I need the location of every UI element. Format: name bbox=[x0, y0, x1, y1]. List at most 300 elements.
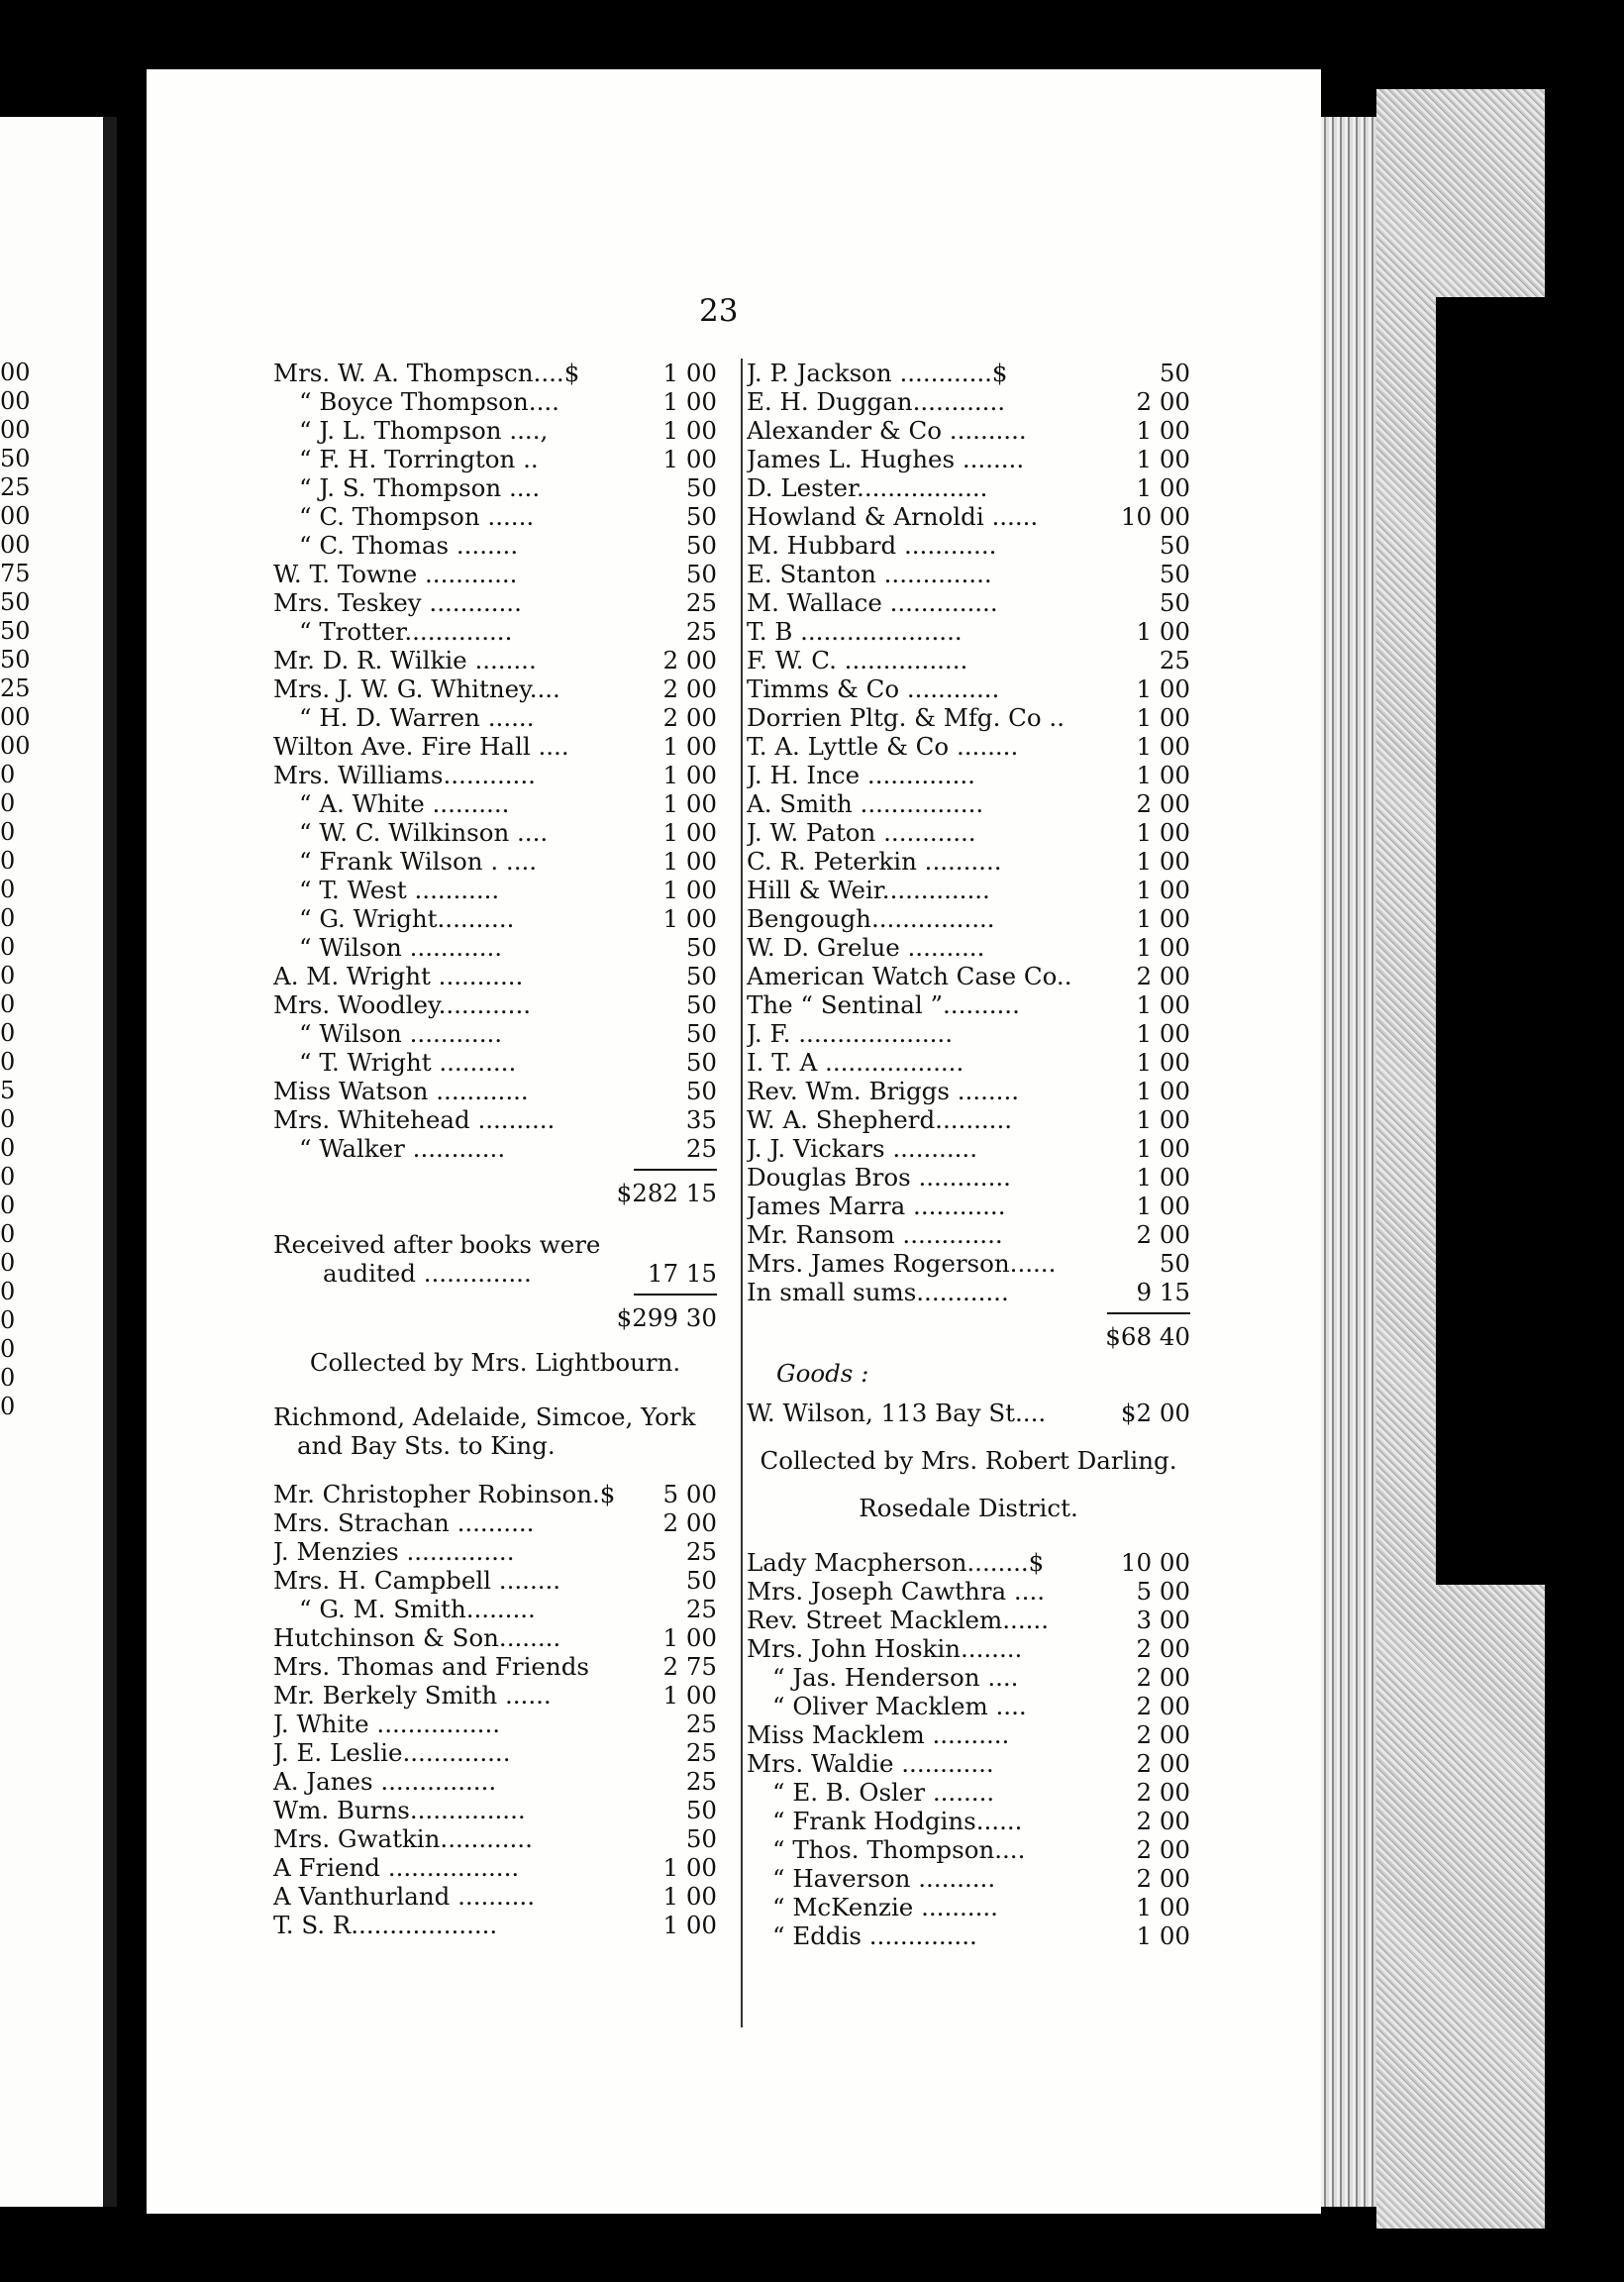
right-total: $68 40 bbox=[1105, 1322, 1190, 1351]
margin-figure: 0 bbox=[0, 876, 16, 903]
contribution-amount: 50 bbox=[685, 1566, 717, 1595]
contributor-name: E. Stanton .............. bbox=[747, 560, 992, 588]
contributor-name: A. Janes ............... bbox=[273, 1767, 497, 1796]
right-entry-list-2 bbox=[747, 1548, 1190, 1950]
contribution-amount: 50 bbox=[1159, 560, 1190, 588]
contribution-amount: 2 00 bbox=[662, 703, 717, 732]
received-amount: 17 15 bbox=[647, 1259, 717, 1288]
contribution-amount: 50 bbox=[685, 1019, 717, 1048]
margin-figure: 0 bbox=[0, 1048, 16, 1076]
contributor-name: Alexander & Co .......... bbox=[747, 416, 1027, 445]
contributor-name: J. White ................ bbox=[273, 1710, 501, 1738]
margin-figure: 0 bbox=[0, 789, 16, 817]
contribution-amount: 1 00 bbox=[1136, 818, 1190, 847]
contribution-amount: 50 bbox=[685, 962, 717, 990]
contributor-name: “ E. B. Osler ........ bbox=[772, 1778, 995, 1807]
ledger-row bbox=[747, 531, 1190, 560]
contributor-name: Mrs. Strachan .......... bbox=[273, 1508, 535, 1537]
contribution-amount: 3 00 bbox=[1136, 1606, 1190, 1634]
contributor-name: The “ Sentinal ”.......... bbox=[747, 990, 1020, 1019]
ledger-row bbox=[273, 990, 717, 1019]
contributor-name: Mrs. Thomas and Friends bbox=[273, 1652, 589, 1681]
ledger-row bbox=[747, 933, 1190, 962]
contributor-name: “ Eddis .............. bbox=[772, 1921, 977, 1950]
contribution-amount: 1 00 bbox=[662, 761, 717, 789]
ledger-row bbox=[747, 732, 1190, 761]
contributor-name: W. D. Grelue .......... bbox=[747, 933, 985, 962]
contributor-name: J. P. Jackson ............$ bbox=[747, 359, 1008, 387]
contribution-amount: 1 00 bbox=[662, 1623, 717, 1652]
contribution-amount: 1 00 bbox=[662, 445, 717, 473]
contributor-name: J. Menzies .............. bbox=[273, 1537, 515, 1566]
contributor-name: Rev. Wm. Briggs ........ bbox=[747, 1077, 1020, 1105]
contributor-name: “ T. West ........... bbox=[299, 876, 500, 904]
contribution-amount: 1 00 bbox=[1136, 761, 1190, 789]
ledger-row bbox=[747, 1577, 1190, 1606]
ledger-row bbox=[747, 761, 1190, 789]
ledger-row bbox=[747, 847, 1190, 876]
contributor-name: “ C. Thomas ........ bbox=[299, 531, 519, 560]
contributor-name: W. A. Shepherd.......... bbox=[747, 1105, 1013, 1134]
ledger-row bbox=[273, 1824, 717, 1853]
contributor-name: “ Jas. Henderson .... bbox=[772, 1663, 1019, 1692]
contribution-amount: 2 00 bbox=[1136, 1634, 1190, 1663]
cover-shadow bbox=[1436, 297, 1555, 1585]
contributor-name: “ J. L. Thompson ...., bbox=[299, 416, 549, 445]
ledger-row bbox=[747, 387, 1190, 416]
ledger-row bbox=[747, 1163, 1190, 1192]
ledger-row bbox=[273, 473, 717, 502]
page-edges bbox=[1321, 117, 1376, 2207]
contribution-amount: 1 00 bbox=[1136, 904, 1190, 933]
collector-heading-left: Collected by Mrs. Lightbourn. bbox=[309, 1348, 681, 1377]
contribution-amount: 50 bbox=[685, 560, 717, 588]
left-total: $299 30 bbox=[616, 1303, 717, 1332]
contributor-name: Douglas Bros ............ bbox=[747, 1163, 1011, 1192]
margin-figure: 00 bbox=[0, 416, 31, 444]
contributor-name: Mrs. Waldie ............ bbox=[747, 1749, 994, 1778]
sum-rule bbox=[634, 1169, 717, 1171]
ledger-row bbox=[747, 502, 1190, 531]
contribution-amount: 1 00 bbox=[1136, 1134, 1190, 1163]
ledger-row bbox=[273, 502, 717, 531]
contribution-amount: 2 75 bbox=[662, 1652, 717, 1681]
contribution-amount: 50 bbox=[685, 1824, 717, 1853]
contribution-amount: 1 00 bbox=[1136, 876, 1190, 904]
ledger-row bbox=[273, 1480, 717, 1508]
contribution-amount: 1 00 bbox=[1136, 1048, 1190, 1077]
ledger-row bbox=[747, 962, 1190, 990]
margin-figure: 0 bbox=[0, 1306, 16, 1334]
contribution-amount: 1 00 bbox=[1136, 732, 1190, 761]
contributor-name: D. Lester................. bbox=[747, 473, 988, 502]
contributor-name: J. J. Vickars ........... bbox=[747, 1134, 978, 1163]
ledger-row bbox=[273, 1911, 717, 1939]
contributor-name: Mrs. John Hoskin........ bbox=[747, 1634, 1023, 1663]
contributor-name: Howland & Arnoldi ...... bbox=[747, 502, 1039, 531]
contributor-name: “ Haverson .......... bbox=[772, 1864, 996, 1893]
contributor-name: “ Walker ............ bbox=[299, 1134, 506, 1163]
margin-figure: 0 bbox=[0, 1192, 16, 1219]
margin-figure: 0 bbox=[0, 1249, 16, 1277]
ledger-row bbox=[273, 1508, 717, 1537]
left-entry-list bbox=[273, 359, 717, 1163]
contributor-name: J. F. .................... bbox=[747, 1019, 954, 1048]
contributor-name: “ G. Wright.......... bbox=[299, 904, 515, 933]
margin-figure: 0 bbox=[0, 1364, 16, 1392]
contributor-name: “ McKenzie .......... bbox=[772, 1893, 998, 1921]
contribution-amount: 50 bbox=[685, 1077, 717, 1105]
ledger-row bbox=[747, 1548, 1190, 1577]
ledger-row bbox=[273, 732, 717, 761]
margin-figure: 0 bbox=[0, 990, 16, 1018]
margin-figure: 0 bbox=[0, 1105, 16, 1133]
ledger-row bbox=[273, 818, 717, 847]
ledger-row bbox=[747, 818, 1190, 847]
ledger-row bbox=[273, 876, 717, 904]
margin-figure: 0 bbox=[0, 1019, 16, 1047]
contributor-name: A. M. Wright ........... bbox=[273, 962, 524, 990]
goods-entry-name: W. Wilson, 113 Bay St.... bbox=[747, 1399, 1047, 1427]
contribution-amount: 50 bbox=[685, 990, 717, 1019]
district-line-1: Richmond, Adelaide, Simcoe, York bbox=[273, 1402, 696, 1431]
district-heading: Rosedale District. bbox=[859, 1494, 1078, 1522]
margin-figure: 0 bbox=[0, 1134, 16, 1162]
margin-figure: 0 bbox=[0, 904, 16, 932]
left-subtotal: $282 15 bbox=[616, 1179, 717, 1207]
ledger-row bbox=[747, 1778, 1190, 1807]
margin-figure: 5 bbox=[0, 1077, 16, 1104]
contribution-amount: 25 bbox=[685, 588, 717, 617]
ledger-row bbox=[273, 359, 717, 387]
contribution-amount: 25 bbox=[685, 617, 717, 646]
ledger-row bbox=[747, 703, 1190, 732]
contribution-amount: 2 00 bbox=[1136, 1749, 1190, 1778]
contributor-name: James L. Hughes ........ bbox=[747, 445, 1025, 473]
contributor-name: “ H. D. Warren ...... bbox=[299, 703, 535, 732]
margin-figure: 0 bbox=[0, 1335, 16, 1363]
goods-label: Goods : bbox=[776, 1359, 869, 1388]
contribution-amount: 25 bbox=[685, 1595, 717, 1623]
contribution-amount: 1 00 bbox=[1136, 990, 1190, 1019]
contributor-name: “ W. C. Wilkinson .... bbox=[299, 818, 549, 847]
contribution-amount: 1 00 bbox=[1136, 473, 1190, 502]
contribution-amount: 1 00 bbox=[1136, 1893, 1190, 1921]
received-line-2: audited .............. bbox=[323, 1259, 532, 1288]
contributor-name: Mr. D. R. Wilkie ........ bbox=[273, 646, 537, 674]
contribution-amount: 1 00 bbox=[662, 904, 717, 933]
ledger-row bbox=[747, 789, 1190, 818]
contribution-amount: 1 00 bbox=[1136, 416, 1190, 445]
contribution-amount: 1 00 bbox=[662, 818, 717, 847]
contributor-name: J. W. Paton ............ bbox=[747, 818, 976, 847]
ledger-row bbox=[273, 416, 717, 445]
contributor-name: Bengough................ bbox=[747, 904, 995, 933]
margin-figure: 50 bbox=[0, 646, 31, 674]
contribution-amount: 2 00 bbox=[662, 674, 717, 703]
goods-entry-amount: $2 00 bbox=[1120, 1399, 1190, 1427]
contribution-amount: 1 00 bbox=[662, 387, 717, 416]
contribution-amount: 1 00 bbox=[1136, 703, 1190, 732]
margin-figure: 00 bbox=[0, 359, 31, 386]
contribution-amount: 50 bbox=[1159, 1249, 1190, 1278]
contributor-name: Timms & Co ............ bbox=[747, 674, 1000, 703]
ledger-row bbox=[747, 1864, 1190, 1893]
page-number: 23 bbox=[699, 293, 739, 329]
margin-figure: 0 bbox=[0, 761, 16, 788]
contributor-name: Mrs. H. Campbell ........ bbox=[273, 1566, 561, 1595]
contributor-name: “ Wilson ............ bbox=[299, 1019, 503, 1048]
ledger-row bbox=[747, 445, 1190, 473]
contribution-amount: 25 bbox=[685, 1134, 717, 1163]
gutter bbox=[103, 117, 117, 2207]
contribution-amount: 10 00 bbox=[1120, 1548, 1190, 1577]
contribution-amount: 1 00 bbox=[1136, 847, 1190, 876]
ledger-row bbox=[273, 904, 717, 933]
contribution-amount: 1 00 bbox=[662, 1882, 717, 1911]
contribution-amount: 2 00 bbox=[1136, 1692, 1190, 1720]
contributor-name: American Watch Case Co.. bbox=[747, 962, 1072, 990]
contributor-name: C. R. Peterkin .......... bbox=[747, 847, 1002, 876]
contributor-name: “ Thos. Thompson.... bbox=[772, 1835, 1026, 1864]
margin-figure: 00 bbox=[0, 703, 31, 731]
margin-figure: 00 bbox=[0, 387, 31, 415]
margin-figure: 0 bbox=[0, 847, 16, 875]
contributor-name: “ Trotter.............. bbox=[299, 617, 513, 646]
contributor-name: “ Frank Wilson . .... bbox=[299, 847, 538, 876]
ledger-row bbox=[747, 1720, 1190, 1749]
contributor-name: “ J. S. Thompson .... bbox=[299, 473, 541, 502]
ledger-row bbox=[747, 646, 1190, 674]
ledger-row bbox=[747, 1134, 1190, 1163]
contribution-amount: 2 00 bbox=[1136, 1720, 1190, 1749]
contributor-name: “ F. H. Torrington .. bbox=[299, 445, 539, 473]
contribution-amount: 50 bbox=[685, 473, 717, 502]
contribution-amount: 2 00 bbox=[1136, 1835, 1190, 1864]
contribution-amount: 50 bbox=[685, 502, 717, 531]
contributor-name: Hutchinson & Son........ bbox=[273, 1623, 561, 1652]
contributor-name: T. B ..................... bbox=[747, 617, 963, 646]
contributor-name: F. W. C. ................ bbox=[747, 646, 968, 674]
margin-figure: 75 bbox=[0, 560, 31, 587]
contribution-amount: 10 00 bbox=[1120, 502, 1190, 531]
ledger-row bbox=[747, 473, 1190, 502]
contributor-name: “ Frank Hodgins...... bbox=[772, 1807, 1023, 1835]
contributor-name: Mrs. J. W. G. Whitney.... bbox=[273, 674, 560, 703]
contributor-name: J. E. Leslie.............. bbox=[273, 1738, 511, 1767]
contribution-amount: 1 00 bbox=[1136, 933, 1190, 962]
contribution-amount: 1 00 bbox=[662, 847, 717, 876]
contribution-amount: 1 00 bbox=[662, 876, 717, 904]
ledger-row bbox=[273, 387, 717, 416]
contribution-amount: 1 00 bbox=[662, 1853, 717, 1882]
contribution-amount: 9 15 bbox=[1136, 1278, 1190, 1306]
contribution-amount: 2 00 bbox=[1136, 387, 1190, 416]
ledger-row bbox=[273, 1738, 717, 1767]
ledger-row bbox=[747, 617, 1190, 646]
district-line-2: and Bay Sts. to King. bbox=[297, 1431, 556, 1460]
contributor-name: Wilton Ave. Fire Hall .... bbox=[273, 732, 569, 761]
contributor-name: Mrs. Whitehead .......... bbox=[273, 1105, 556, 1134]
contribution-amount: 2 00 bbox=[1136, 789, 1190, 818]
ledger-row bbox=[747, 1048, 1190, 1077]
ledger-row bbox=[273, 1882, 717, 1911]
contributor-name: Mrs. Teskey ............ bbox=[273, 588, 522, 617]
contributor-name: “ Oliver Macklem .... bbox=[772, 1692, 1027, 1720]
column-divider bbox=[741, 359, 743, 2027]
contribution-amount: 2 00 bbox=[1136, 962, 1190, 990]
ledger-row bbox=[747, 359, 1190, 387]
contributor-name: “ Wilson ............ bbox=[299, 933, 503, 962]
ledger-row bbox=[273, 1595, 717, 1623]
ledger-row bbox=[273, 1566, 717, 1595]
ledger-row bbox=[747, 1105, 1190, 1134]
ledger-row bbox=[273, 1652, 717, 1681]
margin-figure: 00 bbox=[0, 732, 31, 760]
contribution-amount: 1 00 bbox=[1136, 617, 1190, 646]
ledger-row bbox=[747, 1692, 1190, 1720]
ledger-row bbox=[273, 933, 717, 962]
contributor-name: Mrs. Joseph Cawthra .... bbox=[747, 1577, 1046, 1606]
contribution-amount: 1 00 bbox=[1136, 1105, 1190, 1134]
contributor-name: Mr. Berkely Smith ...... bbox=[273, 1681, 552, 1710]
contribution-amount: 1 00 bbox=[1136, 1921, 1190, 1950]
ledger-row bbox=[747, 1634, 1190, 1663]
margin-figure: 0 bbox=[0, 1163, 16, 1191]
contributor-name: Miss Watson ............ bbox=[273, 1077, 529, 1105]
ledger-row bbox=[747, 990, 1190, 1019]
contribution-amount: 1 00 bbox=[662, 416, 717, 445]
contribution-amount: 50 bbox=[685, 531, 717, 560]
contributor-name: Mrs. W. A. Thompscn....$ bbox=[273, 359, 580, 387]
contributor-name: E. H. Duggan............ bbox=[747, 387, 1006, 416]
ledger-row bbox=[273, 1019, 717, 1048]
contribution-amount: 2 00 bbox=[662, 646, 717, 674]
ledger-row bbox=[273, 1105, 717, 1134]
contributor-name: T. S. R................... bbox=[273, 1911, 498, 1939]
contribution-amount: 2 00 bbox=[1136, 1778, 1190, 1807]
margin-figure: 25 bbox=[0, 473, 31, 501]
contribution-amount: 1 00 bbox=[1136, 445, 1190, 473]
ledger-row bbox=[273, 703, 717, 732]
ledger-row bbox=[747, 588, 1190, 617]
contribution-amount: 50 bbox=[1159, 588, 1190, 617]
contributor-name: A Friend ................. bbox=[273, 1853, 520, 1882]
contribution-amount: 1 00 bbox=[662, 1681, 717, 1710]
contribution-amount: 5 00 bbox=[1136, 1577, 1190, 1606]
received-entry bbox=[273, 1259, 717, 1288]
margin-figure: 0 bbox=[0, 1393, 16, 1420]
ledger-row bbox=[273, 445, 717, 473]
margin-figure: 50 bbox=[0, 588, 31, 616]
sum-rule bbox=[634, 1294, 717, 1296]
contribution-amount: 25 bbox=[1159, 646, 1190, 674]
ledger-row bbox=[747, 416, 1190, 445]
contribution-amount: 50 bbox=[685, 933, 717, 962]
contribution-amount: 50 bbox=[685, 1048, 717, 1077]
contribution-amount: 2 00 bbox=[1136, 1663, 1190, 1692]
ledger-row bbox=[747, 1807, 1190, 1835]
contribution-amount: 1 00 bbox=[662, 732, 717, 761]
contributor-name: “ G. M. Smith......... bbox=[299, 1595, 536, 1623]
contribution-amount: 1 00 bbox=[662, 789, 717, 818]
margin-figure: 00 bbox=[0, 531, 31, 559]
contribution-amount: 25 bbox=[685, 1767, 717, 1796]
margin-figure: 0 bbox=[0, 1278, 16, 1305]
ledger-row bbox=[747, 1019, 1190, 1048]
ledger-row bbox=[273, 560, 717, 588]
ledger-row bbox=[273, 789, 717, 818]
contribution-amount: 25 bbox=[685, 1738, 717, 1767]
ledger-row bbox=[273, 1767, 717, 1796]
contribution-amount: 1 00 bbox=[1136, 1192, 1190, 1220]
collector-heading-right: Collected by Mrs. Robert Darling. bbox=[760, 1446, 1177, 1475]
ledger-row bbox=[747, 1192, 1190, 1220]
contributor-name: M. Hubbard ............ bbox=[747, 531, 997, 560]
ledger-row bbox=[273, 1681, 717, 1710]
ledger-row bbox=[747, 1077, 1190, 1105]
left-entry-list-2 bbox=[273, 1480, 717, 1939]
contributor-name: “ Boyce Thompson.... bbox=[299, 387, 559, 416]
contributor-name: Mrs. Gwatkin............ bbox=[273, 1824, 533, 1853]
ledger-row bbox=[747, 1921, 1190, 1950]
ledger-row bbox=[747, 1749, 1190, 1778]
contributor-name: Mrs. Woodley............ bbox=[273, 990, 532, 1019]
facing-page-margin-figures bbox=[0, 359, 31, 1421]
ledger-row bbox=[747, 674, 1190, 703]
ledger-row bbox=[273, 1710, 717, 1738]
sum-rule bbox=[1107, 1312, 1190, 1314]
ledger-row bbox=[273, 1796, 717, 1824]
contributor-name: James Marra ............ bbox=[747, 1192, 1006, 1220]
contributor-name: I. T. A .................. bbox=[747, 1048, 964, 1077]
ledger-row bbox=[747, 1663, 1190, 1692]
margin-figure: 50 bbox=[0, 617, 31, 645]
ledger-row bbox=[747, 560, 1190, 588]
contribution-amount: 25 bbox=[685, 1537, 717, 1566]
ledger-row bbox=[273, 761, 717, 789]
margin-figure: 0 bbox=[0, 818, 16, 846]
ledger-row bbox=[747, 876, 1190, 904]
margin-figure: 0 bbox=[0, 962, 16, 989]
contributor-name: J. H. Ince .............. bbox=[747, 761, 975, 789]
contributor-name: Mrs. James Rogerson...... bbox=[747, 1249, 1057, 1278]
goods-entry bbox=[747, 1394, 1190, 1433]
ledger-row bbox=[747, 904, 1190, 933]
ledger-row bbox=[273, 588, 717, 617]
right-entry-list bbox=[747, 359, 1190, 1306]
margin-figure: 25 bbox=[0, 674, 31, 702]
contributor-name: M. Wallace .............. bbox=[747, 588, 998, 617]
contribution-amount: 50 bbox=[685, 1796, 717, 1824]
contribution-amount: 1 00 bbox=[1136, 674, 1190, 703]
contributor-name: Lady Macpherson........$ bbox=[747, 1548, 1045, 1577]
ledger-row bbox=[273, 617, 717, 646]
ledger-row bbox=[747, 1278, 1190, 1306]
ledger-row bbox=[273, 1048, 717, 1077]
right-column bbox=[747, 359, 1190, 1950]
contribution-amount: 1 00 bbox=[1136, 1077, 1190, 1105]
contributor-name: Miss Macklem .......... bbox=[747, 1720, 1010, 1749]
contribution-amount: 5 00 bbox=[662, 1480, 717, 1508]
contributor-name: T. A. Lyttle & Co ........ bbox=[747, 732, 1019, 761]
contributor-name: A. Smith ................ bbox=[747, 789, 984, 818]
contribution-amount: 2 00 bbox=[662, 1508, 717, 1537]
contributor-name: Rev. Street Macklem...... bbox=[747, 1606, 1049, 1634]
contributor-name: A Vanthurland .......... bbox=[273, 1882, 535, 1911]
ledger-row bbox=[273, 1537, 717, 1566]
ledger-row bbox=[747, 1220, 1190, 1249]
